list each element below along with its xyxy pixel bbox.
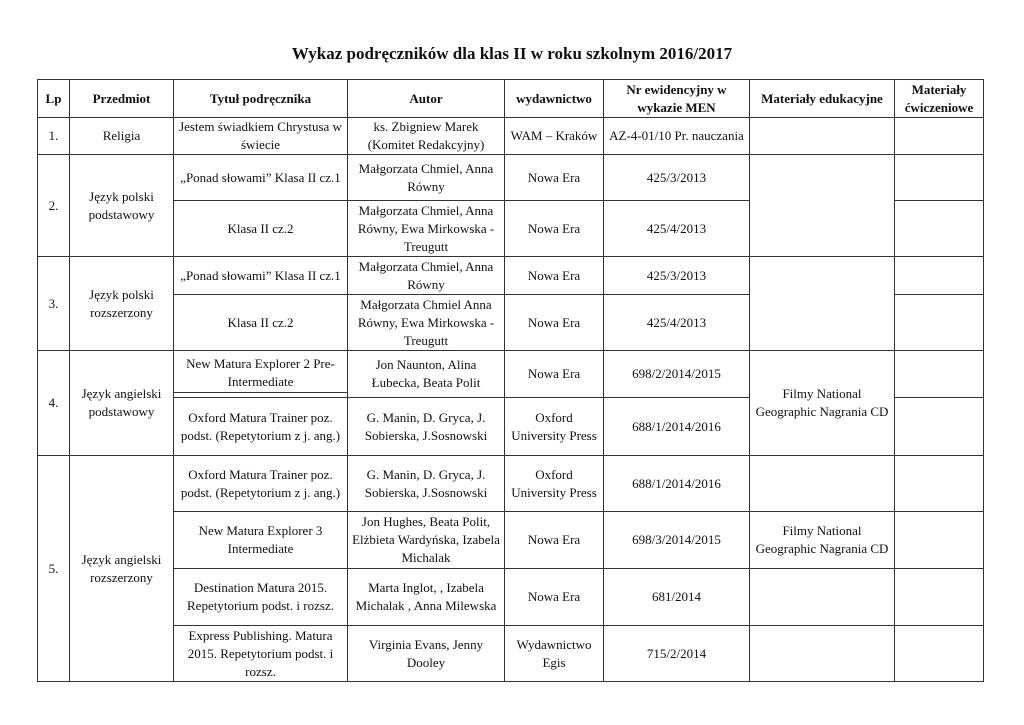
cell-autor: Małgorzata Chmiel, Anna Równy, Ewa Mirkowska - Treugutt — [348, 201, 505, 257]
cell-przedmiot: Język polski podstawowy — [70, 155, 174, 257]
cell-materialy-cw — [895, 351, 984, 398]
cell-materialy-cw — [895, 456, 984, 512]
cell-materialy-edu — [750, 626, 895, 682]
tytul-text: New Matura Explorer 2 Pre- Intermediate — [174, 355, 347, 393]
cell-materialy-cw — [895, 201, 984, 257]
header-przedmiot: Przedmiot — [70, 80, 174, 118]
cell-lp: 3. — [38, 257, 70, 351]
cell-tytul: Oxford Matura Trainer poz. podst. (Repetytorium z j. ang.) — [174, 398, 348, 456]
cell-materialy-cw — [895, 512, 984, 569]
cell-lp: 1. — [38, 118, 70, 155]
cell-nr: 425/4/2013 — [604, 201, 750, 257]
cell-materialy-cw — [895, 295, 984, 351]
cell-autor: G. Manin, D. Gryca, J. Sobierska, J.Sosnowski — [348, 456, 505, 512]
table-row — [38, 626, 984, 682]
cell-nr: AZ-4-01/10 Pr. nauczania — [604, 118, 750, 155]
cell-przedmiot: Religia — [70, 118, 174, 155]
cell-materialy-cw — [895, 569, 984, 626]
header-wydawnictwo: wydawnictwo — [505, 80, 604, 118]
cell-tytul: Destination Matura 2015. Repetytorium podst. i rozsz. — [174, 569, 348, 626]
cell-materialy-edu — [750, 155, 895, 257]
cell-materialy-edu — [750, 257, 895, 351]
table-row — [38, 257, 984, 295]
cell-nr: 698/3/2014/2015 — [604, 512, 750, 569]
cell-wydawnictwo: WAM – Kraków — [505, 118, 604, 155]
cell-materialy-cw — [895, 118, 984, 155]
header-nr: Nr ewidencyjny w wykazie MEN — [604, 80, 750, 118]
cell-tytul — [174, 351, 348, 398]
cell-materialy-edu: Filmy National Geographic Nagrania CD — [750, 512, 895, 569]
cell-nr: 425/3/2013 — [604, 155, 750, 201]
cell-nr: 715/2/2014 — [604, 626, 750, 682]
cell-autor: Małgorzata Chmiel Anna Równy, Ewa Mirkowska - Treugutt — [348, 295, 505, 351]
cell-autor: Małgorzata Chmiel, Anna Równy — [348, 155, 505, 201]
cell-materialy-cw — [895, 155, 984, 201]
header-lp: Lp — [38, 80, 70, 118]
cell-wydawnictwo: Oxford University Press — [505, 456, 604, 512]
cell-nr: 425/3/2013 — [604, 257, 750, 295]
cell-wydawnictwo: Nowa Era — [505, 155, 604, 201]
cell-materialy-cw — [895, 257, 984, 295]
cell-przedmiot: Język angielski rozszerzony — [70, 456, 174, 682]
cell-nr: 688/1/2014/2016 — [604, 456, 750, 512]
cell-materialy-edu: Filmy National Geographic Nagrania CD — [750, 351, 895, 456]
cell-wydawnictwo: Nowa Era — [505, 295, 604, 351]
cell-lp: 4. — [38, 351, 70, 456]
header-materialy-edu: Materiały edukacyjne — [750, 80, 895, 118]
cell-przedmiot: Język polski rozszerzony — [70, 257, 174, 351]
header-autor: Autor — [348, 80, 505, 118]
cell-wydawnictwo: Oxford University Press — [505, 398, 604, 456]
header-materialy-cw: Materiały ćwiczeniowe — [895, 80, 984, 118]
table-row — [38, 351, 984, 398]
cell-materialy-cw — [895, 626, 984, 682]
cell-tytul: „Ponad słowami” Klasa II cz.1 — [174, 155, 348, 201]
textbook-table — [37, 79, 984, 682]
cell-autor: ks. Zbigniew Marek (Komitet Redakcyjny) — [348, 118, 505, 155]
cell-autor: Małgorzata Chmiel, Anna Równy — [348, 257, 505, 295]
table-row — [38, 118, 984, 155]
cell-wydawnictwo: Wydawnictwo Egis — [505, 626, 604, 682]
cell-tytul: Klasa II cz.2 — [174, 295, 348, 351]
cell-materialy-edu — [750, 456, 895, 512]
cell-autor: Marta Inglot, , Izabela Michalak , Anna Milewska — [348, 569, 505, 626]
cell-nr: 698/2/2014/2015 — [604, 351, 750, 398]
cell-nr: 425/4/2013 — [604, 295, 750, 351]
cell-przedmiot: Język angielski podstawowy — [70, 351, 174, 456]
cell-autor: Jon Hughes, Beata Polit, Elżbieta Wardyńska, Izabela Michalak — [348, 512, 505, 569]
cell-lp: 5. — [38, 456, 70, 682]
cell-wydawnictwo: Nowa Era — [505, 201, 604, 257]
cell-wydawnictwo: Nowa Era — [505, 569, 604, 626]
cell-autor: G. Manin, D. Gryca, J. Sobierska, J.Sosnowski — [348, 398, 505, 456]
table-row — [38, 155, 984, 201]
cell-autor: Virginia Evans, Jenny Dooley — [348, 626, 505, 682]
cell-tytul: Express Publishing. Matura 2015. Repetytorium podst. i rozsz. — [174, 626, 348, 682]
cell-tytul: Oxford Matura Trainer poz. podst. (Repetytorium z j. ang.) — [174, 456, 348, 512]
cell-lp: 2. — [38, 155, 70, 257]
table-row — [38, 569, 984, 626]
cell-tytul: „Ponad słowami” Klasa II cz.1 — [174, 257, 348, 295]
cell-tytul: Klasa II cz.2 — [174, 201, 348, 257]
cell-autor: Jon Naunton, Alina Łubecka, Beata Polit — [348, 351, 505, 398]
cell-tytul: New Matura Explorer 3 Intermediate — [174, 512, 348, 569]
cell-tytul: Jestem świadkiem Chrystusa w świecie — [174, 118, 348, 155]
cell-materialy-edu — [750, 118, 895, 155]
cell-nr: 688/1/2014/2016 — [604, 398, 750, 456]
cell-wydawnictwo: Nowa Era — [505, 257, 604, 295]
table-row — [38, 456, 984, 512]
cell-wydawnictwo: Nowa Era — [505, 351, 604, 398]
header-row — [38, 80, 984, 118]
page-title: Wykaz podręczników dla klas II w roku szkolnym 2016/2017 — [291, 44, 733, 63]
cell-materialy-cw — [895, 398, 984, 456]
cell-nr: 681/2014 — [604, 569, 750, 626]
cell-wydawnictwo: Nowa Era — [505, 512, 604, 569]
header-tytul: Tytuł podręcznika — [174, 80, 348, 118]
cell-materialy-edu — [750, 569, 895, 626]
table-row — [38, 512, 984, 569]
